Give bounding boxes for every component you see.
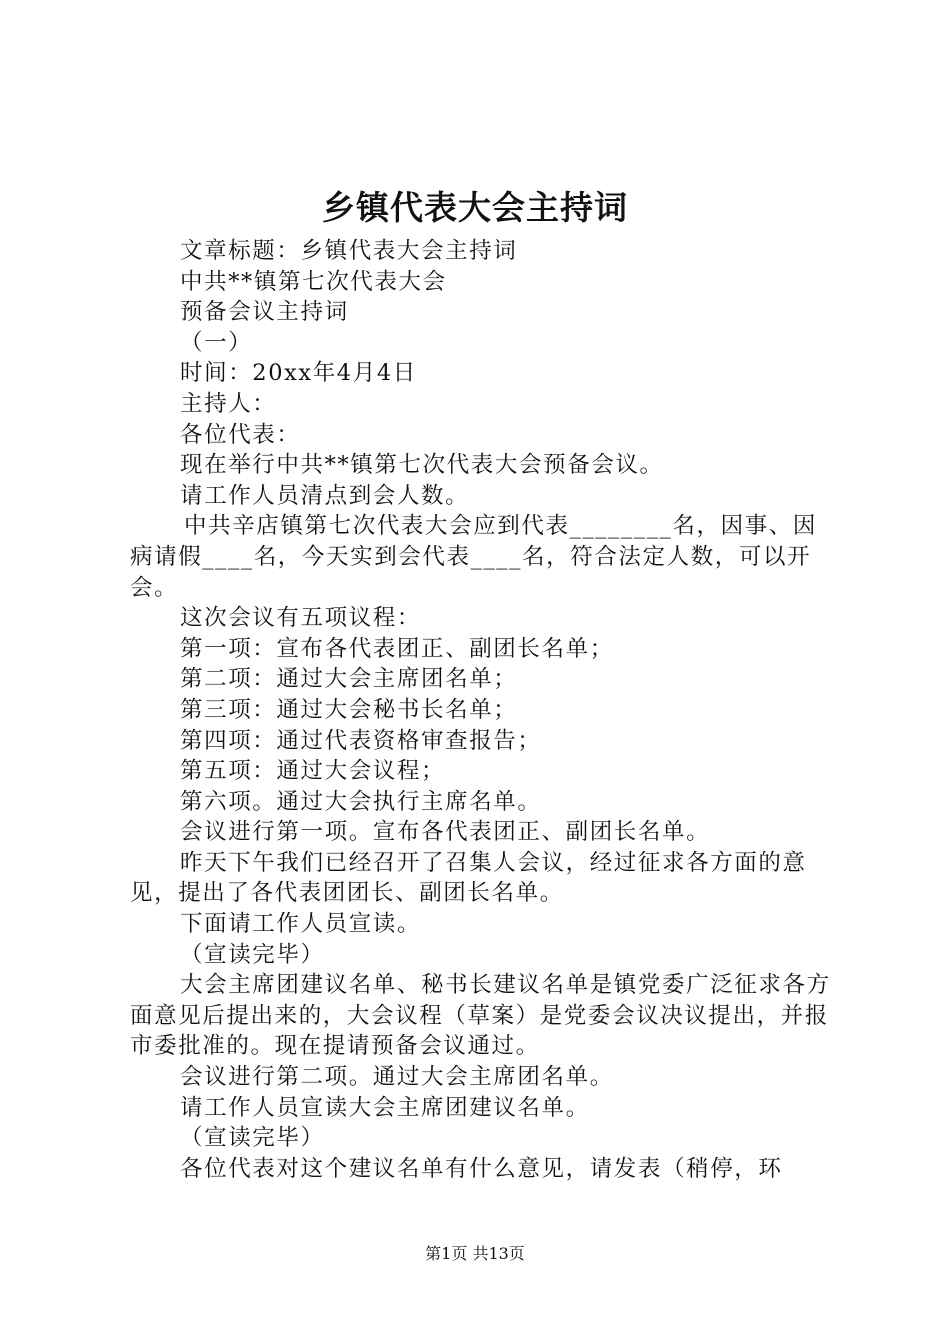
agenda-item: 第三项：通过大会秘书长名单； [180,696,518,723]
paragraph: 会议进行第一项。宣布各代表团正、副团长名单。 [180,819,711,846]
agenda-item: 第一项：宣布各代表团正、副团长名单； [180,635,614,662]
agenda-item: 第四项：通过代表资格审查报告； [180,727,542,754]
paragraph: 中共**镇第七次代表大会 [180,268,447,295]
paragraph: 昨天下午我们已经召开了召集人会议，经过征求各方面的意见，提出了各代表团团长、副团长名单。 [130,849,807,907]
document-body [130,236,835,1184]
paragraph: 中共辛店镇第七次代表大会应到代表________名，因事、因病请假____名，今天实到会代表____名，符合法定人数，可以开会。 [130,513,818,601]
paragraph: 文章标题：乡镇代表大会主持词 [180,238,518,264]
paragraph: 各位代表对这个建议名单有什么意见，请发表（稍停，环 [180,1155,783,1182]
paragraph: 大会主席团建议名单、秘书长建议名单是镇党委广泛征求各方面意见后提出来的，大会议程（草案）是党委会议决议提出，并报市委批准的。现在提请预备会议通过。 [130,972,831,1060]
paragraph: 各位代表： [180,421,301,448]
paragraph: 时间：20xx年4月4日 [180,360,417,387]
paragraph: 请工作人员清点到会人数。 [180,482,470,509]
paragraph: 请工作人员宣读大会主席团建议名单。 [180,1094,590,1121]
agenda-item: 第五项：通过大会议程； [180,758,446,785]
paragraph: （一） [180,329,253,356]
paragraph: （宣读完毕） [180,1125,325,1152]
document-title: 乡镇代表大会主持词 [322,188,628,227]
page-footer: 第1页 共13页 [425,1244,525,1263]
paragraph: 主持人： [180,390,277,417]
agenda-item: 第六项。通过大会执行主席名单。 [180,788,542,815]
agenda-item: 第二项：通过大会主席团名单； [180,666,518,693]
paragraph: 预备会议主持词 [180,299,349,326]
paragraph: 下面请工作人员宣读。 [180,911,422,938]
paragraph: 这次会议有五项议程： [180,605,422,632]
paragraph: 会议进行第二项。通过大会主席团名单。 [180,1064,614,1091]
paragraph: 现在举行中共**镇第七次代表大会预备会议。 [180,452,664,479]
paragraph: （宣读完毕） [180,941,325,968]
